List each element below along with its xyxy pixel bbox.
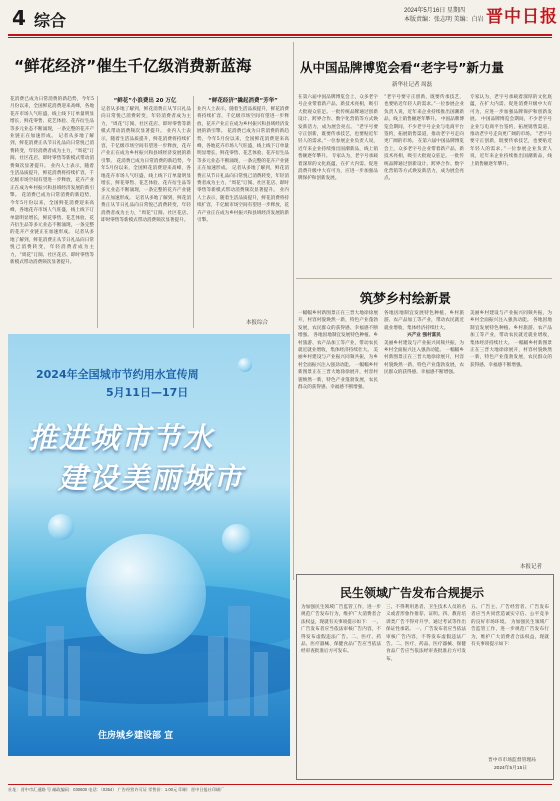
page-number: 4 bbox=[12, 6, 26, 30]
building-shape bbox=[254, 652, 268, 716]
column-divider bbox=[193, 96, 194, 328]
header-rule-thin bbox=[8, 37, 552, 38]
masthead-logo: 晋中日报 bbox=[486, 7, 558, 27]
rural-article-col-3: 美丽乡村建设与产业振兴同频共振，为乡村全面振兴注入强劲动能。 各地因地制宜发展特色种植、乡村旅游、农产品加工等产业，带动农民就近就业增收，集体经济持续壮大。 一幅幅乡村新图景正在三晋大地徐徐展开，村容村貌焕然一新，特色产业蓬勃发展，农民群众的获得感、幸福感不断增强。 bbox=[470, 311, 552, 368]
brand-article-col-1: 在第六届中国品牌博览会上，众多老字号企业带着新产品、新技术亮相，吸引大批观众驻足。一批传统品牌通过创新设计、跨界合作、数字化营销等方式焕发新活力，成为展会亮点。 “老字号要守正创新，既要传承技艺，也要贴近年轻人的需求。”一位参展企业负责人说，近年来企业持续推出国潮新品，线上销售额逐年攀升。 专家认为，老字号承载着深厚的文化底蕴，在扩大内需、促进消费升级中大有可为，应进一步加强品牌保护和创新发展。 bbox=[298, 95, 378, 182]
building-shape bbox=[28, 656, 42, 716]
ad-article-title: 民生领域广告发布合规提示 bbox=[340, 586, 485, 600]
rural-article-byline: 本报记者 bbox=[520, 564, 543, 570]
lead-subhead-1: “鲜花”小浪费出 20 万亿 bbox=[113, 98, 177, 104]
rural-article-col-2: 各地因地制宜发展特色种植、乡村旅游、农产品加工等产业，带动农民就近就业增收，集体经济持续壮大。 兴产业 强村富民 美丽乡村建设与产业振兴同频共振，为乡村全面振兴注入强劲动能。 一幅幅乡村新图景正在三晋大地徐徐展开，村容村貌焕然一新，特色产业蓬勃发展，农民群众的获得感、幸福感不断增强。 bbox=[384, 311, 464, 376]
building-shape bbox=[208, 636, 224, 716]
water-drop-icon bbox=[222, 524, 252, 554]
section-title: 综合 bbox=[34, 11, 67, 30]
lead-article-col-2: 记者从多地了解到，鲜花消费正从节日礼品向日常悦己消费转变，年轻消费者成为主力，“周花”订阅、社区花店、即时零售等新模式带动消费频次显著提升。 业内人士表示，随着生活品质提升，鲜花消费将持续扩容，千亿级市场空间有望进一步释放，花卉产业正在成为乡村振兴和县域经济发展的新引擎。 花消费已成为日常消费的新趋势，今年5月份以来，全国鲜花消费迎来高峰，各地花卉市场人气旺盛，线上线下订单量明显增长，鲜花零售、花艺体验、花卉衍生品等多元业态不断涌现，一条完整的花卉产业链正在加速形成。 记者从多地了解到，鲜花消费正从节日礼品向日常悦己消费转变，年轻消费者成为主力，“周花”订阅、社区花店、即时零售等新模式带动消费频次显著提升。 bbox=[101, 107, 191, 224]
brand-article-col-3: 专家认为，老字号承载着深厚的文化底蕴，在扩大内需、促进消费升级中大有可为，应进一步加强品牌保护和创新发展。 中国品牌博览会期间，不少老字号企业与电商平台签约，拓展销售渠道，推动老字号走向更广阔的市场。 “老字号要守正创新，既要传承技艺，也要贴近年轻人的需求。”一位参展企业负责人说，近年来企业持续推出国潮新品，线上销售额逐年攀升。 bbox=[470, 95, 552, 167]
lead-subhead-2: “鲜花经济”撬起消费“芳华” bbox=[208, 98, 278, 104]
editors: 本版责编：张志明 美编：白岩 bbox=[404, 17, 484, 23]
poster-slogan-1: 推进城市节水 bbox=[28, 421, 215, 455]
water-drop-icon bbox=[48, 514, 74, 540]
issue-date: 2024年5月16日 星期四 bbox=[404, 8, 466, 14]
poster-dates: 5月11日—17日 bbox=[106, 386, 189, 399]
ad-date: 2024年5月15日 bbox=[494, 766, 528, 771]
header-rule bbox=[8, 34, 552, 36]
lead-article-col-3: 业内人士表示，随着生活品质提升，鲜花消费将持续扩容，千亿级市场空间有望进一步释放，花卉产业正在成为乡村振兴和县域经济发展的新引擎。 花消费已成为日常消费的新趋势，今年5月份以来，全国鲜花消费迎来高峰，各地花卉市场人气旺盛，线上线下订单量明显增长，鲜花零售、花艺体验、花卉衍生品等多元业态不断涌现，一条完整的花卉产业链正在加速形成。 记者从多地了解到，鲜花消费正从节日礼品向日常悦己消费转变，年轻消费者成为主力，“周花”订阅、社区花店、即时零售等新模式带动消费频次显著提升。 业内人士表示，随着生活品质提升，鲜花消费将持续扩容，千亿级市场空间有望进一步释放，花卉产业正在成为乡村振兴和县域经济发展的新引擎。 bbox=[197, 107, 289, 224]
brand-article-col-2: “老字号要守正创新，既要传承技艺，也要贴近年轻人的需求。”一位参展企业负责人说，近年来企业持续推出国潮新品，线上销售额逐年攀升。 中国品牌博览会期间，不少老字号企业与电商平台签约，拓展销售渠道，推动老字号走向更广阔的市场。 在第六届中国品牌博览会上，众多老字号企业带着新产品、新技术亮相，吸引大批观众驻足。一批传统品牌通过创新设计、跨界合作、数字化营销等方式焕发新活力，成为展会亮点。 bbox=[384, 95, 464, 182]
building-shape bbox=[46, 626, 64, 716]
brand-article-byline: 新华社记者 周磊 bbox=[392, 82, 433, 88]
column-divider bbox=[97, 96, 98, 328]
ad-issuer: 晋中市市场监督管理局 bbox=[488, 758, 536, 763]
rural-article-col-1: 一幅幅乡村新图景正在三晋大地徐徐展开，村容村貌焕然一新，特色产业蓬勃发展，农民群众的获得感、幸福感不断增强。 各地因地制宜发展特色种植、乡村旅游、农产品加工等产业，带动农民就近就业增收，集体经济持续壮大。 美丽乡村建设与产业振兴同频共振，为乡村全面振兴注入强劲动能。 一幅幅乡村新图景正在三晋大地徐徐展开，村容村貌焕然一新，特色产业蓬勃发展，农民群众的获得感、幸福感不断增强。 bbox=[298, 311, 378, 391]
header-meta bbox=[404, 7, 484, 25]
page-column-divider bbox=[293, 42, 294, 580]
poster-slogan-2: 建设美丽城市 bbox=[58, 461, 245, 495]
section-divider bbox=[296, 278, 552, 279]
rural-article-title: 筑梦乡村绘新景 bbox=[360, 292, 452, 307]
page-footer: 社址：晋中市汇通路 号 邮政编码：030600 电话：（0354） 广告经营许可证 零售价：1.00元 印刷：晋中日报社印刷厂 bbox=[8, 784, 552, 793]
brand-article-title: 从中国品牌博览会看“老字号”新力量 bbox=[300, 60, 504, 75]
water-saving-poster bbox=[8, 334, 290, 756]
building-shape bbox=[228, 606, 250, 716]
rural-subhead: 兴产业 强村富民 bbox=[407, 333, 441, 339]
building-shape bbox=[68, 646, 80, 716]
lead-article-col-1: 花消费已成为日常消费的新趋势，今年5月份以来，全国鲜花消费迎来高峰，各地花卉市场人气旺盛，线上线下订单量明显增长，鲜花零售、花艺体验、花卉衍生品等多元业态不断涌现，一条完整的花卉产业链正在加速形成。 记者从多地了解到，鲜花消费正从节日礼品向日常悦己消费转变，年轻消费者成为主力，“周花”订阅、社区花店、即时零售等新模式带动消费频次显著提升。 业内人士表示，随着生活品质提升，鲜花消费将持续扩容，千亿级市场空间有望进一步释放，花卉产业正在成为乡村振兴和县域经济发展的新引擎。 花消费已成为日常消费的新趋势，今年5月份以来，全国鲜花消费迎来高峰，各地花卉市场人气旺盛，线上线下订单量明显增长，鲜花零售、花艺体验、花卉衍生品等多元业态不断涌现，一条完整的花卉产业链正在加速形成。 记者从多地了解到，鲜花消费正从节日礼品向日常悦己消费转变，年轻消费者成为主力，“周花”订阅、社区花店、即时零售等新模式带动消费频次显著提升。 bbox=[10, 97, 94, 265]
ad-article-col-3: 五、广告主、广告经营者、广告发布者应当共同营造诚实守信、公平竞争的良好市场环境。 为加强民生领域广告监管工作，进一步规范广告发布行为，维护广大消费者合法权益，现就有关事项提示如下： bbox=[471, 605, 549, 648]
water-drop-icon bbox=[86, 534, 206, 654]
water-drop-icon bbox=[238, 358, 252, 372]
poster-sponsor: 住房城乡建设部 宣 bbox=[98, 731, 174, 741]
lead-article-title: “鲜花经济”催生千亿级消费新蓝海 bbox=[14, 57, 252, 75]
lead-article-byline: 本报综合 bbox=[246, 320, 269, 326]
ad-article-col-1: 为加强民生领域广告监管工作，进一步规范广告发布行为，维护广大消费者合法权益，现就有关事项提示如下： 一、广告发布者应当依法审核广告内容，不得发布虚假违法广告。二、医疗、药品、医疗器械、保健食品广告应当依法经审查批准后方可发布。 bbox=[301, 605, 381, 655]
poster-heading: 2024年全国城市节约用水宣传周 bbox=[36, 368, 199, 381]
ad-article-col-2: 三、不得利用患者、卫生技术人员的名义或者形象作推荐、证明。四、教育培训类广告不得对升学、通过考试等作出保证性承诺。 一、广告发布者应当依法审核广告内容，不得发布虚假违法广告。二、医疗、药品、医疗器械、保健食品广告应当依法经审查批准后方可发布。 bbox=[386, 605, 466, 662]
